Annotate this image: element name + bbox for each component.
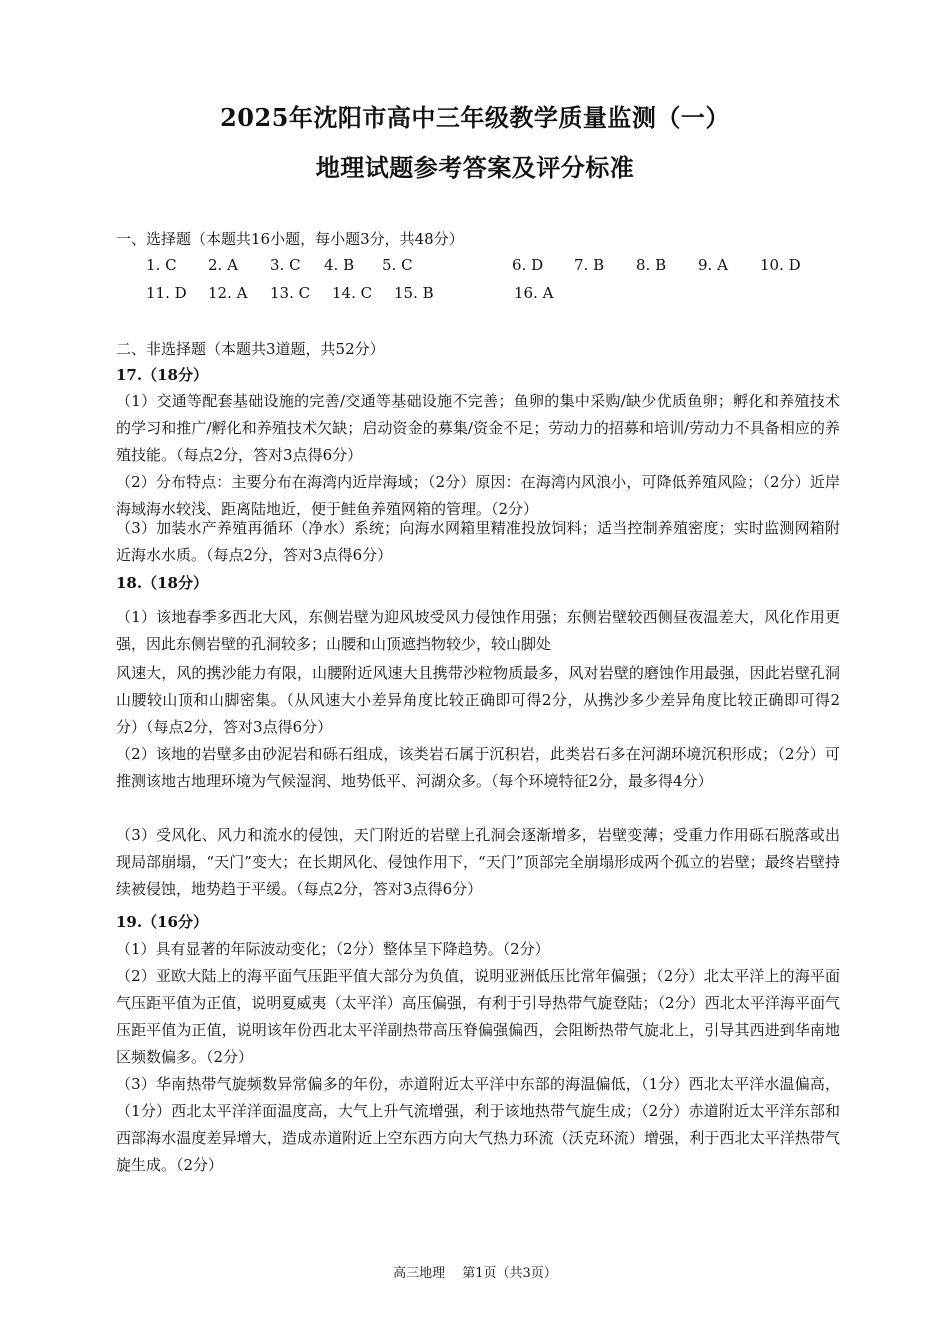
q18-answer-3: （3）受风化、风力和流水的侵蚀，天门附近的岩壁上孔洞会逐渐增多，岩壁变薄；受重力作用砾石脱落或出现局部崩塌，“天门”变大；在长期风化、侵蚀作用下，“天门”顶部完全崩塌形成两个孤立的岩壁；最终岩壁持续被侵蚀，地势趋于平缓。（每点2分，答对3点得6分） bbox=[116, 826, 840, 898]
q17-answer-1: （1）交通等配套基础设施的完善/交通等基础设施不完善；鱼卵的集中采购/缺少优质鱼卵；孵化和养殖技术的学习和推广/孵化和养殖技术欠缺；启动资金的募集/资金不足；劳动力的招募和培训/劳动力不具备相应的养殖技能。（每点2分，答对3点得6分） bbox=[116, 392, 840, 464]
q18-answer-1a: （1）该地春季多西北大风，东侧岩壁为迎风坡受风力侵蚀作用强；东侧岩壁较西侧昼夜温差大，风化作用更强，因此东侧岩壁的孔洞较多；山腰和山顶遮挡物较少，较山脚处 bbox=[116, 608, 840, 653]
q18-answer-1b: 风速大，风的携沙能力有限，山腰附近风速大且携带沙粒物质最多，风对岩壁的磨蚀作用最强，因此岩壁孔洞山腰较山顶和山脚密集。（从风速大小差异角度比较正确即可得2分，从携沙多少差异角度比较正确即可得2分）（每点2分，答对3点得6分） bbox=[116, 664, 840, 736]
q17-answer-2: （2）分布特点：主要分布在海湾内近岸海域；（2分）原因：在海湾内风浪小，可降低养殖风险；（2分）近岸海域海水较浅、距离陆地近，便于鲑鱼养殖网箱的管理。（2分） bbox=[116, 473, 840, 518]
page-footer: 高三地理 第1页（共3页） bbox=[393, 1266, 557, 1281]
answer-item: 3. C bbox=[270, 256, 301, 274]
answer-item: 2. A bbox=[208, 256, 238, 274]
q19-label: 19.（16分） bbox=[116, 913, 208, 931]
answer-item: 4. B bbox=[324, 256, 355, 274]
q17-label: 17.（18分） bbox=[116, 366, 208, 384]
answer-item: 6. D bbox=[512, 256, 544, 274]
q19-answer-1: （1）具有显著的年际波动变化；（2分）整体呈下降趋势。（2分） bbox=[116, 940, 550, 958]
answer-item: 16. A bbox=[514, 284, 554, 302]
answer-item: 14. C bbox=[332, 284, 373, 302]
q17-answer-3: （3）加装水产养殖再循环（净水）系统；向海水网箱里精准投放饲料；适当控制养殖密度；实时监测网箱附近海水水质。（每点2分，答对3点得6分） bbox=[116, 519, 840, 564]
answer-item: 9. A bbox=[698, 256, 728, 274]
answer-item: 12. A bbox=[208, 284, 248, 302]
q18-answer-2: （2）该地的岩壁多由砂泥岩和砾石组成，该类岩石属于沉积岩，此类岩石多在河湖环境沉积形成；（2分）可推测该地古地理环境为气候湿润、地势低平、河湖众多。（每个环境特征2分，最多得4分） bbox=[116, 745, 840, 790]
q18-label: 18.（18分） bbox=[116, 574, 208, 592]
answers-row-2 bbox=[146, 284, 574, 302]
section2-heading: 二、非选择题（本题共3道题，共52分） bbox=[116, 340, 385, 358]
answer-item: 5. C bbox=[382, 256, 413, 274]
answer-item: 10. D bbox=[760, 256, 801, 274]
section1-heading: 一、选择题（本题共16小题，每小题3分，共48分） bbox=[116, 230, 464, 248]
q19-answer-2: （2）亚欧大陆上的海平面气压距平值大部分为负值，说明亚洲低压比常年偏强；（2分）北太平洋上的海平面气压距平值为正值，说明夏威夷（太平洋）高压偏强，有利于引导热带气旋登陆；（2分）西北太平洋海平面气压距平值为正值，说明该年份西北太平洋副热带高压脊偏强偏西，会阻断热带气旋北上，引导其西进到华南地区频数偏多。（2分） bbox=[116, 967, 840, 1066]
answer-item: 15. B bbox=[394, 284, 434, 302]
q19-answer-3: （3）华南热带气旋频数异常偏多的年份，赤道附近太平洋中东部的海温偏低，（1分）西北太平洋水温偏高，（1分）西北太平洋洋面温度高，大气上升气流增强，利于该地热带气旋生成；（2分）赤道附近太平洋东部和西部海水温度差异增大，造成赤道附近上空东西方向大气热力环流（沃克环流）增强，利于西北太平洋热带气旋生成。（2分） bbox=[116, 1075, 840, 1174]
answer-item: 7. B bbox=[574, 256, 605, 274]
answer-item: 13. C bbox=[270, 284, 311, 302]
answers-row-1 bbox=[146, 256, 820, 274]
answer-item: 11. D bbox=[146, 284, 187, 302]
page-title: 2025年沈阳市高中三年级教学质量监测（一） bbox=[220, 103, 730, 132]
answer-item: 1. C bbox=[146, 256, 177, 274]
answer-item: 8. B bbox=[636, 256, 667, 274]
page-subtitle: 地理试题参考答案及评分标准 bbox=[315, 153, 635, 182]
